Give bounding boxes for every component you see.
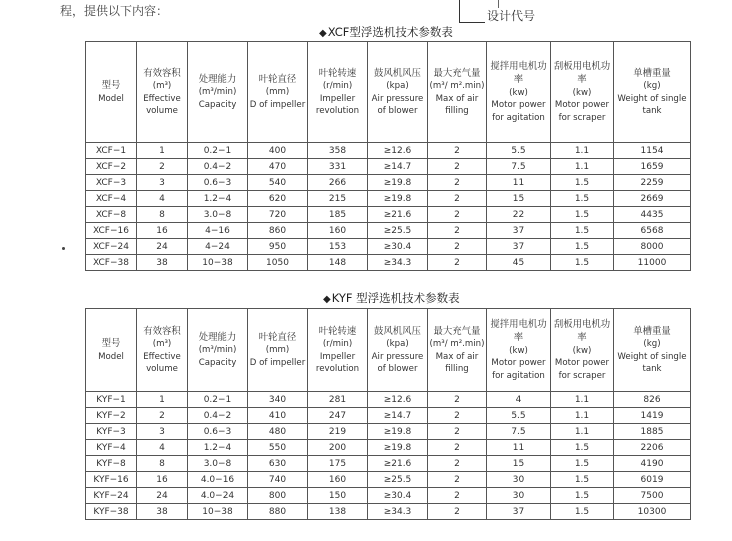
header-unit: (m³/ m².min): [429, 81, 485, 92]
table-cell: 1.1: [551, 408, 614, 424]
table-cell: 2: [428, 223, 487, 239]
table-cell: ≥14.7: [368, 408, 428, 424]
table-cell: 1.1: [551, 143, 614, 159]
table-cell: KYF−16: [86, 472, 137, 488]
table-cell: ≥30.4: [368, 488, 428, 504]
table-cell: ≥19.8: [368, 440, 428, 456]
table-cell: 331: [308, 159, 368, 175]
table-cell: 15: [487, 191, 551, 207]
table-cell: 5.5: [487, 143, 551, 159]
column-header: [551, 42, 614, 143]
column-header: [487, 309, 551, 392]
table-cell: 37: [487, 239, 551, 255]
header-cn: 型号: [101, 79, 121, 91]
table-body: [86, 143, 691, 271]
table-cell: 215: [308, 191, 368, 207]
table-cell: 4.0−24: [188, 488, 248, 504]
leader-line-vertical: [459, 0, 460, 22]
table-cell: 880: [248, 504, 308, 520]
table-cell: ≥19.8: [368, 175, 428, 191]
table-cell: 148: [308, 255, 368, 271]
header-unit: (m³): [152, 81, 172, 92]
table-cell: 150: [308, 488, 368, 504]
table-cell: 2: [428, 255, 487, 271]
header-en: Model: [98, 351, 124, 362]
table-cell: 7.5: [487, 424, 551, 440]
header-cn: 叶轮转速: [318, 325, 357, 337]
table-cell: 2: [428, 239, 487, 255]
header-cn: 处理能力: [198, 331, 237, 343]
design-code-label: 设计代号: [487, 9, 536, 23]
table-cell: 2: [428, 143, 487, 159]
table-cell: 0.2−1: [188, 392, 248, 408]
table-cell: 4−24: [188, 239, 248, 255]
column-header: [614, 42, 691, 143]
table-cell: ≥14.7: [368, 159, 428, 175]
table-cell: 175: [308, 456, 368, 472]
table-cell: 37: [487, 504, 551, 520]
header-cn: 叶轮转速: [318, 67, 357, 79]
table-cell: 1050: [248, 255, 308, 271]
header-unit: (kpa): [386, 81, 409, 92]
table-cell: 826: [614, 392, 691, 408]
header-en: Motor power for agitation: [491, 100, 546, 123]
table-cell: KYF−3: [86, 424, 137, 440]
table-cell: 800: [248, 488, 308, 504]
header-en: Motor power for agitation: [491, 358, 546, 381]
table-cell: KYF−8: [86, 456, 137, 472]
diamond-bullet-icon: ◆: [319, 28, 327, 39]
column-header: [188, 42, 248, 143]
header-en: D of impeller: [249, 99, 306, 110]
column-header: [137, 309, 188, 392]
column-header: [308, 42, 368, 143]
table-cell: 37: [487, 223, 551, 239]
table-cell: 2: [428, 456, 487, 472]
header-row: [86, 309, 691, 392]
table-cell: 200: [308, 440, 368, 456]
table-cell: 1.1: [551, 159, 614, 175]
table-cell: 2: [428, 472, 487, 488]
header-cn: 单槽重量: [633, 325, 671, 337]
table-cell: 1.5: [551, 440, 614, 456]
table-cell: ≥12.6: [368, 392, 428, 408]
table-cell: 620: [248, 191, 308, 207]
header-unit: (kg): [643, 81, 661, 92]
table-cell: 2: [428, 159, 487, 175]
header-unit: (mm): [265, 87, 290, 98]
table-cell: 4190: [614, 456, 691, 472]
header-en: Impeller revolution: [315, 93, 360, 117]
table-cell: 1154: [614, 143, 691, 159]
table-cell: 1.5: [551, 175, 614, 191]
table-cell: 470: [248, 159, 308, 175]
table-cell: 1.2−4: [188, 440, 248, 456]
table-cell: 3.0−8: [188, 207, 248, 223]
header-cn: 刮板用电机功率: [553, 318, 611, 344]
table-body: [86, 392, 691, 520]
header-cn: 叶轮直径: [258, 73, 297, 85]
table-cell: 1.5: [551, 191, 614, 207]
table-cell: 11: [487, 440, 551, 456]
header-en: Effective volume: [143, 93, 181, 117]
column-header: [428, 309, 487, 392]
header-unit: (mm): [265, 345, 290, 356]
table-cell: 16: [137, 472, 188, 488]
header-en: Motor power for scraper: [554, 358, 610, 381]
table-cell: 45: [487, 255, 551, 271]
header-unit: (kw): [572, 345, 592, 356]
table-cell: 153: [308, 239, 368, 255]
header-cn: 鼓风机风压: [374, 325, 421, 337]
table-cell: 2: [428, 191, 487, 207]
table-row: [86, 488, 691, 504]
header-cn: 型号: [101, 337, 121, 349]
table-cell: XCF−8: [86, 207, 137, 223]
kyf-spec-table: [85, 308, 691, 520]
table-cell: 160: [308, 223, 368, 239]
header-cn: 有效容积: [143, 325, 181, 337]
table-cell: 7500: [614, 488, 691, 504]
header-en: Air pressure of blower: [371, 93, 424, 117]
table-row: [86, 255, 691, 271]
table-cell: 4: [137, 440, 188, 456]
header-unit: (kw): [509, 87, 528, 98]
table-cell: 358: [308, 143, 368, 159]
table-cell: ≥34.3: [368, 255, 428, 271]
table-cell: 8: [137, 456, 188, 472]
table-cell: 266: [308, 175, 368, 191]
table-cell: 7.5: [487, 159, 551, 175]
column-header: [368, 309, 428, 392]
header-en: Capacity: [198, 357, 237, 368]
table-cell: 1.5: [551, 207, 614, 223]
header-row: [86, 42, 691, 143]
table-cell: 10−38: [188, 255, 248, 271]
table-cell: 3: [137, 175, 188, 191]
table-cell: ≥12.6: [368, 143, 428, 159]
table-cell: 550: [248, 440, 308, 456]
table-cell: 247: [308, 408, 368, 424]
table-cell: 2: [428, 408, 487, 424]
header-cn: 最大充气量: [433, 67, 481, 79]
table-cell: XCF−1: [86, 143, 137, 159]
table-row: [86, 408, 691, 424]
table-cell: 219: [308, 424, 368, 440]
table-cell: ≥25.5: [368, 472, 428, 488]
table-cell: ≥21.6: [368, 456, 428, 472]
table-row: [86, 472, 691, 488]
table-cell: 281: [308, 392, 368, 408]
table-cell: ≥30.4: [368, 239, 428, 255]
table-cell: 30: [487, 472, 551, 488]
table-header: [86, 42, 691, 143]
table-cell: KYF−38: [86, 504, 137, 520]
table-cell: 11: [487, 175, 551, 191]
table-row: [86, 239, 691, 255]
table-cell: 8: [137, 207, 188, 223]
table-cell: 10300: [614, 504, 691, 520]
table-cell: 1.1: [551, 424, 614, 440]
table-cell: 3: [137, 424, 188, 440]
table-cell: 11000: [614, 255, 691, 271]
header-en: Air pressure of blower: [371, 351, 424, 375]
header-unit: (m³): [152, 339, 172, 350]
table-cell: 2259: [614, 175, 691, 191]
table-cell: 0.4−2: [188, 408, 248, 424]
column-header: [614, 309, 691, 392]
table-cell: 6568: [614, 223, 691, 239]
column-header: [137, 42, 188, 143]
table-cell: 400: [248, 143, 308, 159]
table-cell: XCF−38: [86, 255, 137, 271]
header-en: Impeller revolution: [315, 351, 360, 375]
table-cell: 0.6−3: [188, 175, 248, 191]
table-cell: XCF−4: [86, 191, 137, 207]
table-cell: 2: [428, 424, 487, 440]
table-cell: 1.5: [551, 456, 614, 472]
table-cell: 4435: [614, 207, 691, 223]
table-row: [86, 191, 691, 207]
column-header: [248, 309, 308, 392]
table-cell: 860: [248, 223, 308, 239]
table-cell: 950: [248, 239, 308, 255]
header-unit: (r/min): [322, 81, 353, 92]
table-row: [86, 424, 691, 440]
header-en: Max of air filling: [435, 93, 479, 117]
table-title-xcf: ◆XCF型浮选机技术参数表: [319, 25, 453, 39]
table-cell: XCF−24: [86, 239, 137, 255]
table-row: [86, 440, 691, 456]
table-cell: 2206: [614, 440, 691, 456]
table-row: [86, 392, 691, 408]
table-cell: KYF−4: [86, 440, 137, 456]
table-cell: 540: [248, 175, 308, 191]
header-unit: (kpa): [386, 339, 409, 350]
table-cell: XCF−2: [86, 159, 137, 175]
table-cell: 1.2−4: [188, 191, 248, 207]
table-cell: 740: [248, 472, 308, 488]
column-header: [368, 42, 428, 143]
column-header: [308, 309, 368, 392]
table-cell: 1.5: [551, 223, 614, 239]
table-cell: 1659: [614, 159, 691, 175]
table-cell: XCF−3: [86, 175, 137, 191]
header-en: Model: [98, 93, 124, 104]
header-cn: 单槽重量: [633, 67, 671, 79]
table-cell: 15: [487, 456, 551, 472]
header-cn: 有效容积: [143, 67, 181, 79]
table-cell: 5.5: [487, 408, 551, 424]
table-cell: 24: [137, 488, 188, 504]
leader-line-horizontal: [459, 22, 485, 23]
header-en: Weight of single tank: [617, 351, 687, 375]
table-cell: 2: [428, 207, 487, 223]
column-header: [188, 309, 248, 392]
header-en: Weight of single tank: [617, 93, 687, 117]
table-cell: 480: [248, 424, 308, 440]
table-cell: 1.5: [551, 255, 614, 271]
column-header: [551, 309, 614, 392]
column-header: [248, 42, 308, 143]
table-cell: 1.5: [551, 488, 614, 504]
table-cell: 4: [487, 392, 551, 408]
table-cell: ≥25.5: [368, 223, 428, 239]
table-cell: 38: [137, 255, 188, 271]
xcf-spec-table: [85, 41, 691, 271]
header-unit: (kg): [643, 339, 661, 350]
table-cell: 138: [308, 504, 368, 520]
table-cell: ≥21.6: [368, 207, 428, 223]
header-unit: (m³/ m².min): [429, 339, 485, 350]
table-row: [86, 159, 691, 175]
table-cell: ≥34.3: [368, 504, 428, 520]
header-cn: 搅拌用电机功率: [490, 60, 547, 86]
table-header: [86, 309, 691, 392]
table-cell: 0.2−1: [188, 143, 248, 159]
header-unit: (kw): [509, 345, 528, 356]
header-unit: (kw): [572, 87, 592, 98]
table-cell: 630: [248, 456, 308, 472]
column-header: [428, 42, 487, 143]
stray-mark: [62, 247, 65, 250]
table-cell: 185: [308, 207, 368, 223]
diamond-bullet-icon: ◆: [323, 294, 331, 305]
table-cell: 2669: [614, 191, 691, 207]
header-cn: 刮板用电机功率: [553, 60, 611, 86]
table-cell: 0.6−3: [188, 424, 248, 440]
table-cell: 3.0−8: [188, 456, 248, 472]
table-title-kyf: ◆KYF 型浮选机技术参数表: [323, 291, 460, 305]
table-cell: 720: [248, 207, 308, 223]
table-cell: 38: [137, 504, 188, 520]
table-row: [86, 207, 691, 223]
table-cell: 0.4−2: [188, 159, 248, 175]
table-cell: 2: [428, 392, 487, 408]
table-cell: 1.5: [551, 239, 614, 255]
table-cell: 1.1: [551, 392, 614, 408]
table-cell: KYF−1: [86, 392, 137, 408]
table-cell: 2: [137, 408, 188, 424]
table-cell: 1419: [614, 408, 691, 424]
table-cell: 4: [137, 191, 188, 207]
column-header: [86, 42, 137, 143]
table-cell: 2: [428, 488, 487, 504]
header-en: D of impeller: [249, 357, 306, 368]
table-row: [86, 504, 691, 520]
table-cell: 340: [248, 392, 308, 408]
header-cn: 最大充气量: [433, 325, 481, 337]
table-cell: 1.5: [551, 472, 614, 488]
table-row: [86, 456, 691, 472]
header-en: Motor power for scraper: [554, 100, 610, 123]
table-cell: 16: [137, 223, 188, 239]
table-cell: KYF−2: [86, 408, 137, 424]
header-en: Effective volume: [143, 351, 181, 375]
table-cell: ≥19.8: [368, 191, 428, 207]
header-unit: (m³/min): [198, 87, 237, 98]
column-header: [487, 42, 551, 143]
table-cell: 4−16: [188, 223, 248, 239]
header-en: Capacity: [198, 99, 237, 110]
table-cell: 8000: [614, 239, 691, 255]
header-cn: 处理能力: [198, 73, 237, 85]
table-cell: 1885: [614, 424, 691, 440]
table-row: [86, 143, 691, 159]
table-cell: 2: [428, 440, 487, 456]
table-cell: 24: [137, 239, 188, 255]
table-cell: 10−38: [188, 504, 248, 520]
table-cell: 1: [137, 143, 188, 159]
table-cell: 30: [487, 488, 551, 504]
table-cell: 22: [487, 207, 551, 223]
table-cell: 160: [308, 472, 368, 488]
header-unit: (m³/min): [198, 345, 237, 356]
header-en: Max of air filling: [435, 351, 479, 375]
header-cn: 搅拌用电机功率: [490, 318, 547, 344]
table-row: [86, 223, 691, 239]
intro-text: 程，提供以下内容：: [60, 4, 169, 18]
table-cell: 1: [137, 392, 188, 408]
table-cell: 6019: [614, 472, 691, 488]
header-cn: 叶轮直径: [258, 331, 297, 343]
table-cell: KYF−24: [86, 488, 137, 504]
table-cell: ≥19.8: [368, 424, 428, 440]
table-row: [86, 175, 691, 191]
table-cell: 2: [428, 504, 487, 520]
table-cell: 2: [137, 159, 188, 175]
table-cell: 1.5: [551, 504, 614, 520]
table-cell: 2: [428, 175, 487, 191]
table-cell: 410: [248, 408, 308, 424]
header-unit: (r/min): [322, 339, 353, 350]
table-cell: 4.0−16: [188, 472, 248, 488]
header-cn: 鼓风机风压: [374, 67, 421, 79]
column-header: [86, 309, 137, 392]
table-cell: XCF−16: [86, 223, 137, 239]
